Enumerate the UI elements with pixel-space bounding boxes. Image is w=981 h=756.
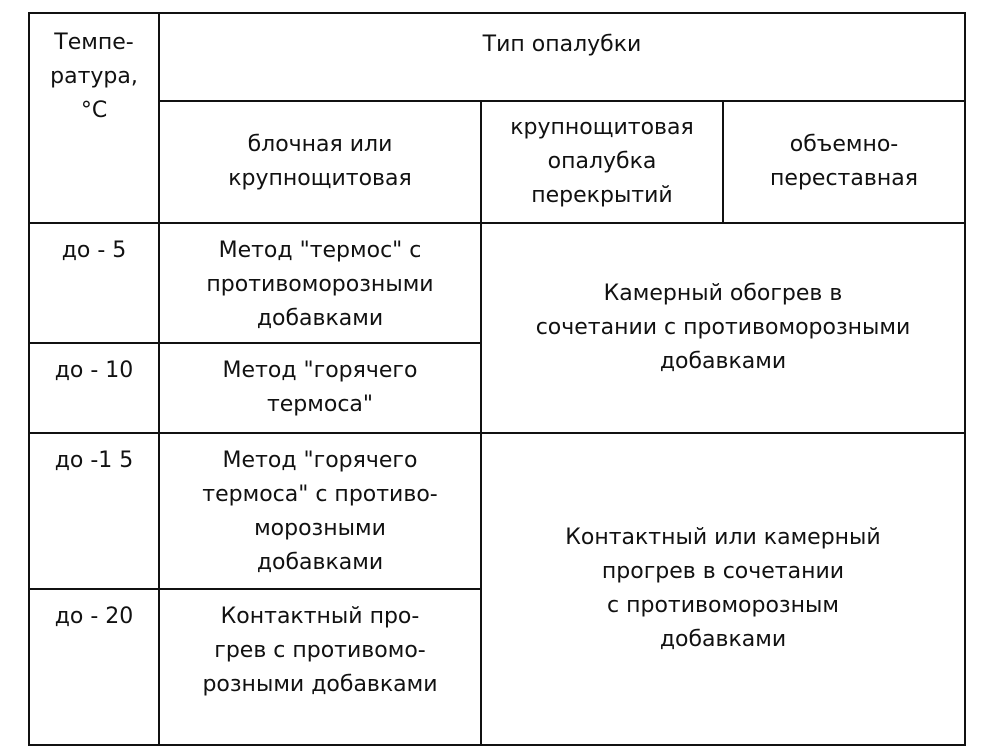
- temperature-cell: до - 10: [29, 343, 159, 433]
- temperature-cell: до -1 5: [29, 433, 159, 589]
- formwork-heating-table: [28, 12, 966, 746]
- method-cell: Метод "горячего термоса": [159, 343, 481, 433]
- temperature-cell: до - 5: [29, 223, 159, 343]
- temperature-header: Темпе- ратура, °С: [29, 13, 159, 223]
- method-cell: Метод "горячего термоса" с противо- морозными добавками: [159, 433, 481, 589]
- formwork-type-header: Тип опалубки: [159, 13, 965, 101]
- merged-method-cell: Камерный обогрев в сочетании с противоморозными добавками: [481, 223, 965, 433]
- method-cell: Метод "термос" с противоморозными добавками: [159, 223, 481, 343]
- column-header-floor-formwork: крупнощитовая опалубка перекрытий: [481, 101, 723, 223]
- column-header-volume-formwork: объемно- переставная: [723, 101, 965, 223]
- method-cell: Контактный про- грев с противомо- розными добавками: [159, 589, 481, 745]
- temperature-cell: до - 20: [29, 589, 159, 745]
- merged-method-cell: Контактный или камерный прогрев в сочетании с противоморозным добавками: [481, 433, 965, 745]
- column-header-block-formwork: блочная или крупнощитовая: [159, 101, 481, 223]
